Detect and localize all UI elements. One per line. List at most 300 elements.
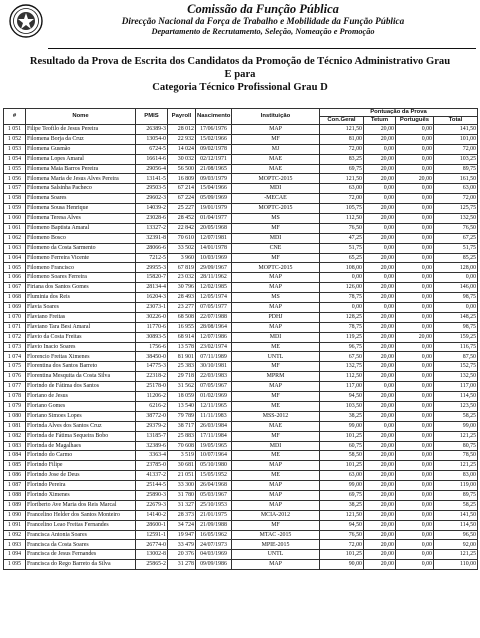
cell-total: 119,00: [434, 481, 478, 491]
cell-portuguese: 0,00: [396, 352, 434, 362]
cell-pmis: 25865-2: [136, 560, 168, 570]
table-row: [4, 372, 478, 382]
cell-pmis: 7212-5: [136, 253, 168, 263]
cell-general: 76,50: [320, 530, 364, 540]
cell-payroll: 19 947: [168, 530, 196, 540]
cell-institution: MAE: [232, 164, 320, 174]
cell-general: 69,75: [320, 164, 364, 174]
cell-portuguese: 0,00: [396, 481, 434, 491]
cell-pmis: 38772-0: [136, 411, 168, 421]
cell-general: 67,50: [320, 352, 364, 362]
cell-payroll: 31 780: [168, 490, 196, 500]
cell-pmis: 11206-2: [136, 392, 168, 402]
cell-birth: 24/07/1973: [196, 540, 232, 550]
cell-portuguese: 0,00: [396, 431, 434, 441]
cell-institution: MF: [232, 520, 320, 530]
cell-birth: 15/02/1966: [196, 134, 232, 144]
cell-tetum: 20,00: [364, 411, 396, 421]
cell-payroll: 13 578: [168, 342, 196, 352]
cell-payroll: 67 214: [168, 184, 196, 194]
cell-total: 99,00: [434, 421, 478, 431]
cell-pmis: 29602-3: [136, 194, 168, 204]
cell-pmis: 26774-0: [136, 540, 168, 550]
cell-tetum: 20,00: [364, 372, 396, 382]
table-header-row: [4, 109, 478, 117]
cell-birth: 04/03/1969: [196, 550, 232, 560]
cell-total: 80,75: [434, 441, 478, 451]
cell-general: 63,00: [320, 471, 364, 481]
cell-payroll: 23 277: [168, 303, 196, 313]
cell-total: 116,75: [434, 342, 478, 352]
table-row: [4, 332, 478, 342]
cell-portuguese: 0,00: [396, 421, 434, 431]
cell-payroll: 28 452: [168, 214, 196, 224]
cell-num: 1 059: [4, 204, 26, 214]
header-line-3: Departamento de Recrutamento, Seleção, Nomeação e Promoção: [151, 27, 375, 36]
cell-institution: MDI: [232, 332, 320, 342]
cell-birth: 05/03/1967: [196, 490, 232, 500]
cell-payroll: 28 373: [168, 510, 196, 520]
cell-name: Flavio da Costa Freitas: [26, 332, 136, 342]
cell-general: 83,25: [320, 154, 364, 164]
cell-total: 0,00: [434, 273, 478, 283]
cell-general: 108,00: [320, 263, 364, 273]
table-row: [4, 560, 478, 570]
cell-birth: 17/11/1984: [196, 431, 232, 441]
cell-payroll: 31 278: [168, 560, 196, 570]
cell-portuguese: 0,00: [396, 322, 434, 332]
cell-general: 96,75: [320, 342, 364, 352]
cell-name: Flaviano Tara Besi Amaral: [26, 322, 136, 332]
cell-portuguese: 0,00: [396, 392, 434, 402]
cell-tetum: 20,00: [364, 451, 396, 461]
cell-payroll: 3 519: [168, 451, 196, 461]
cell-birth: 17/06/1976: [196, 125, 232, 135]
cell-general: 117,00: [320, 382, 364, 392]
cell-birth: 11/11/1983: [196, 411, 232, 421]
cell-tetum: 20,00: [364, 312, 396, 322]
cell-general: 121,50: [320, 174, 364, 184]
cell-name: Filipe Teofilo de Jesus Pereira: [26, 125, 136, 135]
cell-institution: MAP: [232, 481, 320, 491]
table-row: [4, 194, 478, 204]
cell-institution: MDI: [232, 441, 320, 451]
document-title: [0, 55, 480, 94]
cell-birth: 19/01/1979: [196, 204, 232, 214]
cell-birth: 22/03/1983: [196, 372, 232, 382]
cell-portuguese: 0,00: [396, 204, 434, 214]
cell-pmis: 13141-5: [136, 174, 168, 184]
cell-birth: 07/11/1989: [196, 352, 232, 362]
cell-payroll: 79 789: [168, 411, 196, 421]
table-row: [4, 451, 478, 461]
cell-payroll: 33 502: [168, 243, 196, 253]
table-row: [4, 293, 478, 303]
cell-total: 87,50: [434, 352, 478, 362]
cell-name: Francelino Helder dos Santos Monteiro: [26, 510, 136, 520]
cell-num: 1 066: [4, 273, 26, 283]
cell-pmis: 11770-6: [136, 322, 168, 332]
cell-institution: MAP: [232, 490, 320, 500]
cell-portuguese: 0,00: [396, 243, 434, 253]
cell-num: 1 051: [4, 125, 26, 135]
cell-pmis: 13002-8: [136, 550, 168, 560]
cell-general: 132,75: [320, 362, 364, 372]
cell-birth: 19/05/1965: [196, 441, 232, 451]
cell-pmis: 6724-5: [136, 144, 168, 154]
cell-payroll: 25 383: [168, 362, 196, 372]
cell-portuguese: 0,00: [396, 490, 434, 500]
cell-num: 1 069: [4, 303, 26, 313]
cell-total: 148,25: [434, 312, 478, 322]
cell-tetum: 20,00: [364, 490, 396, 500]
cell-num: 1 078: [4, 392, 26, 402]
cell-pmis: 41337-2: [136, 471, 168, 481]
cell-institution: -MECAE: [232, 194, 320, 204]
cell-total: 128,00: [434, 263, 478, 273]
cell-payroll: 3 960: [168, 253, 196, 263]
title-line-1: Resultado da Prova de Escrita dos Candidatos da Promoção de Técnico Administrativo Grau: [29, 56, 451, 67]
cell-name: Flavia Soares: [26, 303, 136, 313]
cell-pmis: 23073-1: [136, 303, 168, 313]
cell-total: 161,50: [434, 174, 478, 184]
cell-name: Filomena Soares: [26, 194, 136, 204]
table-row: [4, 490, 478, 500]
col-header-pmis: PMIS: [136, 109, 168, 125]
table-row: [4, 401, 478, 411]
cell-num: 1 055: [4, 164, 26, 174]
cell-pmis: 30893-5: [136, 332, 168, 342]
title-line-3: Categoria Técnico Profissional Grau D: [152, 82, 328, 93]
cell-name: Filomeno Ferreira Vicente: [26, 253, 136, 263]
cell-portuguese: 0,00: [396, 560, 434, 570]
cell-tetum: 20,00: [364, 461, 396, 471]
cell-institution: MOPTC-2015: [232, 174, 320, 184]
cell-tetum: 20,00: [364, 530, 396, 540]
cell-num: 1 091: [4, 520, 26, 530]
results-table: [3, 108, 478, 570]
cell-institution: UNTL: [232, 352, 320, 362]
cell-pmis: 22318-2: [136, 372, 168, 382]
cell-institution: MPRM: [232, 372, 320, 382]
cell-general: 128,25: [320, 312, 364, 322]
cell-pmis: 30226-0: [136, 312, 168, 322]
cell-birth: 15/04/1966: [196, 184, 232, 194]
cell-general: 51,75: [320, 243, 364, 253]
cell-num: 1 093: [4, 540, 26, 550]
cell-institution: MAE: [232, 154, 320, 164]
cell-portuguese: 0,00: [396, 134, 434, 144]
cell-institution: MSS-2012: [232, 411, 320, 421]
cell-num: 1 068: [4, 293, 26, 303]
cell-portuguese: 0,00: [396, 520, 434, 530]
cell-birth: 29/09/1967: [196, 263, 232, 273]
cell-pmis: 16614-6: [136, 154, 168, 164]
cell-birth: 05/09/1969: [196, 194, 232, 204]
cell-institution: MAP: [232, 322, 320, 332]
cell-general: 105,75: [320, 204, 364, 214]
cell-birth: 12/02/1985: [196, 283, 232, 293]
cell-tetum: 20,00: [364, 204, 396, 214]
cell-institution: MF: [232, 362, 320, 372]
col-header-institution: Instituição: [232, 109, 320, 125]
cell-total: 96,50: [434, 530, 478, 540]
cell-institution: MAP: [232, 303, 320, 313]
header-line-2: Direcção Nacional da Força de Trabalho e Mobilidade da Função Pública: [121, 16, 405, 26]
cell-birth: 12/11/1965: [196, 401, 232, 411]
cell-pmis: 16204-3: [136, 293, 168, 303]
cell-pmis: 26389-3: [136, 125, 168, 135]
cell-tetum: 20,00: [364, 164, 396, 174]
cell-general: 126,00: [320, 283, 364, 293]
cell-general: 60,75: [320, 441, 364, 451]
cell-num: 1 058: [4, 194, 26, 204]
cell-general: 38,25: [320, 500, 364, 510]
cell-portuguese: 0,00: [396, 184, 434, 194]
cell-portuguese: 0,00: [396, 312, 434, 322]
cell-num: 1 084: [4, 451, 26, 461]
cell-tetum: 0,00: [364, 184, 396, 194]
col-header-general: Con.Geral: [320, 117, 364, 125]
cell-payroll: 21 051: [168, 471, 196, 481]
cell-institution: MAP: [232, 125, 320, 135]
cell-institution: MF: [232, 431, 320, 441]
col-header-birth: Nascimento: [196, 109, 232, 125]
cell-tetum: 20,00: [364, 560, 396, 570]
table-row: [4, 441, 478, 451]
cell-birth: 23/02/1974: [196, 342, 232, 352]
cell-general: 99,00: [320, 481, 364, 491]
cell-num: 1 054: [4, 154, 26, 164]
cell-total: 101,00: [434, 134, 478, 144]
cell-name: Fluminia dos Reis: [26, 293, 136, 303]
cell-birth: 10/03/1969: [196, 253, 232, 263]
cell-portuguese: 0,00: [396, 253, 434, 263]
cell-general: 94,50: [320, 520, 364, 530]
col-header-score-group: Pontuação da Prova: [320, 109, 478, 117]
cell-general: 63,00: [320, 184, 364, 194]
cell-pmis: 29379-2: [136, 421, 168, 431]
cell-portuguese: 0,00: [396, 263, 434, 273]
cell-pmis: 38450-0: [136, 352, 168, 362]
cell-tetum: 20,00: [364, 441, 396, 451]
cell-general: 0,00: [320, 273, 364, 283]
cell-general: 58,50: [320, 451, 364, 461]
cell-name: Florindo Jose de Deus: [26, 471, 136, 481]
cell-num: 1 076: [4, 372, 26, 382]
cell-payroll: 22 842: [168, 223, 196, 233]
header-divider: [48, 48, 476, 49]
cell-pmis: 28134-4: [136, 283, 168, 293]
cell-name: Filomeno Baptista Amaral: [26, 223, 136, 233]
cell-name: Floriberto Ave Maria dos Reis Marcal: [26, 500, 136, 510]
cell-general: 103,50: [320, 401, 364, 411]
cell-birth: 16/05/1962: [196, 530, 232, 540]
cell-portuguese: 0,00: [396, 283, 434, 293]
cell-name: Florinda Alves dos Santos Cruz: [26, 421, 136, 431]
cell-pmis: 1756-6: [136, 342, 168, 352]
cell-total: 58,25: [434, 411, 478, 421]
cell-total: 121,25: [434, 550, 478, 560]
cell-total: 0,00: [434, 303, 478, 313]
cell-birth: 26/03/1984: [196, 421, 232, 431]
cell-birth: 21/08/1965: [196, 164, 232, 174]
cell-pmis: 6216-2: [136, 401, 168, 411]
cell-name: Filomena Borja da Cruz: [26, 134, 136, 144]
cell-institution: ME: [232, 401, 320, 411]
cell-payroll: 68 508: [168, 312, 196, 322]
cell-pmis: 25178-0: [136, 382, 168, 392]
cell-tetum: 20,00: [364, 392, 396, 402]
cell-tetum: 20,00: [364, 233, 396, 243]
cell-total: 114,50: [434, 520, 478, 530]
cell-birth: 12/07/1986: [196, 332, 232, 342]
table-row: [4, 392, 478, 402]
table-row: [4, 164, 478, 174]
cell-portuguese: 20,00: [396, 174, 434, 184]
table-row: [4, 283, 478, 293]
cell-pmis: 15820-7: [136, 273, 168, 283]
cell-institution: MF: [232, 392, 320, 402]
cell-name: Florentina Mesquita da Costa Silva: [26, 372, 136, 382]
table-row: [4, 273, 478, 283]
cell-tetum: 20,00: [364, 500, 396, 510]
cell-tetum: 0,00: [364, 194, 396, 204]
cell-num: 1 070: [4, 312, 26, 322]
cell-num: 1 085: [4, 461, 26, 471]
cell-payroll: 70 608: [168, 441, 196, 451]
cell-payroll: 20 376: [168, 550, 196, 560]
cell-num: 1 065: [4, 263, 26, 273]
cell-num: 1 081: [4, 421, 26, 431]
cell-birth: 12/05/1974: [196, 293, 232, 303]
cell-general: 101,25: [320, 431, 364, 441]
header-line-1: Comissão da Função Pública: [187, 2, 339, 16]
cell-general: 78,75: [320, 293, 364, 303]
cell-birth: 21/09/1988: [196, 520, 232, 530]
cell-total: 123,50: [434, 401, 478, 411]
cell-name: Filomena Lopes Amaral: [26, 154, 136, 164]
cell-num: 1 073: [4, 342, 26, 352]
cell-tetum: 0,00: [364, 223, 396, 233]
cell-num: 1 063: [4, 243, 26, 253]
cell-portuguese: 0,00: [396, 530, 434, 540]
cell-payroll: 34 724: [168, 520, 196, 530]
cell-pmis: 29056-4: [136, 164, 168, 174]
cell-pmis: 12591-1: [136, 530, 168, 540]
cell-name: Floriano Gomes: [26, 401, 136, 411]
cell-num: 1 089: [4, 500, 26, 510]
cell-portuguese: 0,00: [396, 461, 434, 471]
cell-total: 103,25: [434, 154, 478, 164]
cell-general: 69,75: [320, 490, 364, 500]
cell-num: 1 064: [4, 253, 26, 263]
cell-payroll: 16 809: [168, 174, 196, 184]
cell-pmis: 25890-3: [136, 490, 168, 500]
cell-name: Florinda de Fátima Sequeira Bobo: [26, 431, 136, 441]
cell-general: 78,75: [320, 322, 364, 332]
cell-institution: MOPTC-2015: [232, 204, 320, 214]
cell-name: Francisca da Costa Soares: [26, 540, 136, 550]
table-row: [4, 303, 478, 313]
cell-name: Francisca de Jesus Fernandes: [26, 550, 136, 560]
cell-portuguese: 0,00: [396, 471, 434, 481]
cell-general: 0,00: [320, 303, 364, 313]
cell-institution: MDI: [232, 184, 320, 194]
cell-pmis: 14140-2: [136, 510, 168, 520]
cell-pmis: 13185-7: [136, 431, 168, 441]
cell-payroll: 22 932: [168, 134, 196, 144]
cell-portuguese: 0,00: [396, 500, 434, 510]
cell-total: 146,00: [434, 283, 478, 293]
table-row: [4, 243, 478, 253]
cell-tetum: 20,00: [364, 550, 396, 560]
cell-payroll: 31 327: [168, 500, 196, 510]
cell-institution: MAP: [232, 560, 320, 570]
cell-tetum: 0,00: [364, 243, 396, 253]
cell-tetum: 20,00: [364, 401, 396, 411]
cell-portuguese: 0,00: [396, 550, 434, 560]
cell-tetum: 20,00: [364, 342, 396, 352]
cell-general: 121,50: [320, 510, 364, 520]
cell-num: 1 077: [4, 382, 26, 392]
cell-tetum: 0,00: [364, 421, 396, 431]
cell-payroll: 14 024: [168, 144, 196, 154]
cell-name: Francisca do Rego Barreto da Silva: [26, 560, 136, 570]
cell-num: 1 067: [4, 283, 26, 293]
cell-birth: 21/01/1975: [196, 510, 232, 520]
cell-institution: MCIA-2012: [232, 510, 320, 520]
cell-tetum: 20,00: [364, 471, 396, 481]
cell-num: 1 056: [4, 174, 26, 184]
cell-portuguese: 0,00: [396, 154, 434, 164]
title-line-2: E para: [224, 69, 256, 80]
cell-pmis: 28066-6: [136, 243, 168, 253]
table-row: [4, 154, 478, 164]
cell-tetum: 20,00: [364, 134, 396, 144]
cell-institution: ME: [232, 471, 320, 481]
cell-num: 1 060: [4, 214, 26, 224]
cell-payroll: 23 032: [168, 273, 196, 283]
table-row: [4, 174, 478, 184]
cell-total: 117,00: [434, 382, 478, 392]
cell-name: Filomeno da Costa Sarmento: [26, 243, 136, 253]
cell-name: Florentina dos Santos Barreto: [26, 362, 136, 372]
cell-general: 90,00: [320, 560, 364, 570]
cell-total: 58,25: [434, 500, 478, 510]
cell-tetum: 20,00: [364, 214, 396, 224]
cell-pmis: 22679-3: [136, 500, 168, 510]
cell-name: Florindo de Fátima dos Santos: [26, 382, 136, 392]
cell-birth: 22/07/1988: [196, 312, 232, 322]
cell-portuguese: 0,00: [396, 540, 434, 550]
cell-institution: MDI: [232, 233, 320, 243]
cell-institution: MS: [232, 214, 320, 224]
table-row: [4, 322, 478, 332]
cell-birth: 15/05/1952: [196, 471, 232, 481]
cell-payroll: 30 681: [168, 461, 196, 471]
cell-tetum: 20,00: [364, 481, 396, 491]
table-row: [4, 530, 478, 540]
table-row: [4, 421, 478, 431]
cell-name: Florindo do Carmo: [26, 451, 136, 461]
cell-birth: 02/12/1971: [196, 154, 232, 164]
cell-portuguese: 0,00: [396, 144, 434, 154]
cell-pmis: 3363-4: [136, 451, 168, 461]
cell-tetum: 20,00: [364, 352, 396, 362]
cell-institution: MF: [232, 223, 320, 233]
table-row: [4, 540, 478, 550]
